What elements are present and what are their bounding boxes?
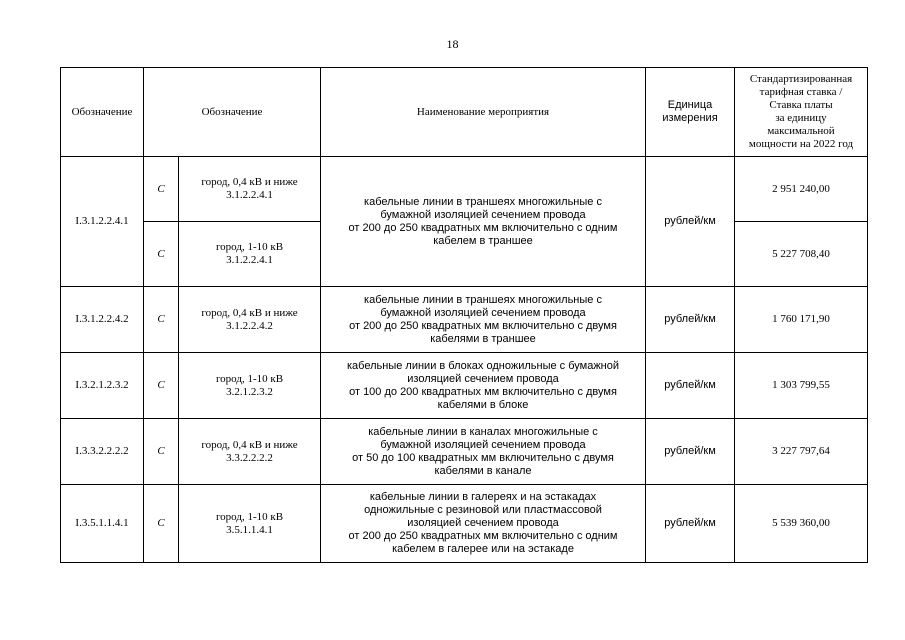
unit-cell: рублей/км: [646, 353, 735, 419]
header-unit: Единица измерения: [646, 68, 735, 157]
row-code: I.3.1.2.2.4.1: [61, 157, 144, 287]
unit-cell: рублей/км: [646, 485, 735, 563]
unit-cell: рублей/км: [646, 157, 735, 287]
page-number: 18: [446, 37, 459, 51]
unit-cell: рублей/км: [646, 287, 735, 353]
row-code: I.3.5.1.1.4.1: [61, 485, 144, 563]
row-code: I.3.3.2.2.2.2: [61, 419, 144, 485]
rate-cell: 5 539 360,00: [735, 485, 868, 563]
table-row: [61, 287, 868, 353]
table-row: [61, 353, 868, 419]
table-row: [61, 485, 868, 563]
category-c-symbol: C: [144, 222, 179, 287]
row-code: I.3.2.1.2.3.2: [61, 353, 144, 419]
category-c-symbol: C: [144, 419, 179, 485]
rate-cell: 2 951 240,00: [735, 157, 868, 222]
zone-cell: город, 1-10 кВ 3.5.1.1.4.1: [179, 485, 321, 563]
unit-cell: рублей/км: [646, 419, 735, 485]
zone-cell: город, 0,4 кВ и ниже 3.3.2.2.2.2: [179, 419, 321, 485]
header-activity-name: Наименование мероприятия: [321, 68, 646, 157]
zone-cell: город, 1-10 кВ 3.2.1.2.3.2: [179, 353, 321, 419]
category-c-symbol: C: [144, 157, 179, 222]
activity-description: кабельные линии в каналах многожильные с бумажной изоляцией сечением провода от 50 до 100 квадратных мм включительно с двумя кабелями в канале: [321, 419, 646, 485]
table-header-row: [61, 68, 868, 157]
rate-cell: 5 227 708,40: [735, 222, 868, 287]
header-designation: Обозначение: [61, 68, 144, 157]
zone-cell: город, 0,4 кВ и ниже 3.1.2.2.4.1: [179, 157, 321, 222]
zone-cell: город, 0,4 кВ и ниже 3.1.2.2.4.2: [179, 287, 321, 353]
activity-description: кабельные линии в галереях и на эстакадах одножильные с резиновой или пластмассовой изоляцией сечением провода от 200 до 250 квадратных мм включительно с одним кабелем в галерее или на эстакаде: [321, 485, 646, 563]
table-row: [61, 157, 868, 222]
activity-description: кабельные линии в траншеях многожильные с бумажной изоляцией сечением провода от 200 до 250 квадратных мм включительно с двумя кабелями в траншее: [321, 287, 646, 353]
activity-description: кабельные линии в траншеях многожильные с бумажной изоляцией сечением провода от 200 до 250 квадратных мм включительно с одним кабелем в траншее: [321, 157, 646, 287]
rate-cell: 1 303 799,55: [735, 353, 868, 419]
rate-cell: 1 760 171,90: [735, 287, 868, 353]
category-c-symbol: C: [144, 353, 179, 419]
header-rate: Стандартизированная тарифная ставка / Ставка платы за единицу максимальной мощности на 2022 год: [735, 68, 868, 157]
rate-cell: 3 227 797,64: [735, 419, 868, 485]
zone-cell: город, 1-10 кВ 3.1.2.2.4.1: [179, 222, 321, 287]
tariff-table: [60, 67, 868, 563]
row-code: I.3.1.2.2.4.2: [61, 287, 144, 353]
header-designation-2: Обозначение: [144, 68, 321, 157]
table-row: [61, 419, 868, 485]
category-c-symbol: C: [144, 485, 179, 563]
category-c-symbol: C: [144, 287, 179, 353]
activity-description: кабельные линии в блоках одножильные с бумажной изоляцией сечением провода от 100 до 200 квадратных мм включительно с двумя кабелями в блоке: [321, 353, 646, 419]
